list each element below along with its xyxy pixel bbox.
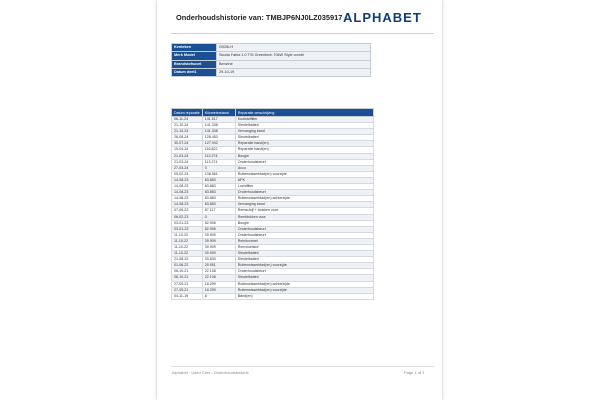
cell-date: 03-01-23 [172, 220, 203, 226]
cell-description: Ruitenwisserblad(en) voorzijde [235, 171, 373, 177]
vehicle-info-value: G025LH [217, 44, 371, 52]
cell-description: Reparatie band(en) [235, 141, 373, 147]
cell-mileage: 83.883 [202, 177, 235, 183]
cell-date: 11-10-22 [172, 232, 203, 238]
footer-text: Alphabet · Used Cars - Onderhoudshistorie [172, 370, 249, 375]
cell-date: 06-11-24 [172, 117, 203, 123]
cell-date: 30-07-24 [172, 141, 203, 147]
cell-mileage: 83.883 [202, 196, 235, 202]
cell-description: Luchtfilter [235, 184, 373, 190]
cell-description: Onderhoudsbeurt [235, 159, 373, 165]
cell-description: Reinitvormel [235, 238, 373, 244]
cell-description: Onderhoudsbeurt [235, 190, 373, 196]
cell-mileage: 83.883 [202, 190, 235, 196]
vehicle-info-value: 29-10-19 [217, 68, 371, 76]
cell-date: 06-10-21 [172, 275, 203, 281]
cell-description: Ruitenwisserblad(en) voorzijde [235, 287, 373, 293]
cell-date: 06-02-23 [172, 214, 203, 220]
cell-description: Onderhoudsbeurt [235, 269, 373, 275]
cell-date: 21-03-24 [172, 159, 203, 165]
table-row [172, 293, 374, 299]
cell-description: Bougie [235, 153, 373, 159]
cell-mileage: 113.274 [202, 159, 235, 165]
cell-mileage: 0 [202, 165, 235, 171]
cell-description: Sleutelbatteri [235, 135, 373, 141]
cell-mileage: 18.299 [202, 287, 235, 293]
vehicle-info-label: Merk Model [172, 52, 217, 60]
cell-description: Sleutelbatteri [235, 257, 373, 263]
cell-description: Sleutelbatteri [235, 123, 373, 129]
cell-description: Onderhoudsbeurt [235, 232, 373, 238]
cell-mileage: 8 [202, 293, 235, 299]
maintenance-history-table [171, 108, 374, 300]
cell-description: Ruitenwisserblad(en) voorzijde [235, 263, 373, 269]
cell-date: 04-11-19 [172, 293, 203, 299]
cell-description: APK [235, 177, 373, 183]
cell-description: Reparatie band(en) [235, 147, 373, 153]
cell-date: 27-03-24 [172, 165, 203, 171]
cell-date: 11-10-22 [172, 244, 203, 250]
page-number: Page 1 of 1 [404, 370, 425, 375]
cell-description: Ruitenwisserblad(en) achterzijde [235, 196, 373, 202]
cell-mileage: 33.830 [202, 257, 235, 263]
cell-mileage: 127.942 [202, 141, 235, 147]
vehicle-info-value: Benzine [217, 60, 371, 68]
cell-date: 21-08-22 [172, 257, 203, 263]
cell-description: Ruitenwisserblad(en) achterzijde [235, 281, 373, 287]
alphabet-logo: ALPHABET [343, 10, 422, 25]
cell-mileage: 116.822 [202, 147, 235, 153]
column-header-mileage: Kilometerstand [202, 109, 235, 117]
cell-mileage: 141.517 [202, 117, 235, 123]
cell-mileage: 141.338 [202, 129, 235, 135]
cell-description: Vervanging band [235, 202, 373, 208]
cell-description: Band(en) [235, 293, 373, 299]
cell-description: Bougie [235, 220, 373, 226]
cell-mileage: 39.909 [202, 232, 235, 238]
cell-mileage: 83.883 [202, 202, 235, 208]
vehicle-info-row [172, 44, 371, 52]
cell-date: 14-08-23 [172, 184, 203, 190]
cell-date: 07-06-23 [172, 208, 203, 214]
cell-description: Remblokken voor [235, 214, 373, 220]
column-header-description: Reparatie omschrijving [235, 109, 373, 117]
cell-date: 21-03-24 [172, 153, 203, 159]
cell-mileage: 141.338 [202, 123, 235, 129]
cell-description: Accu [235, 165, 373, 171]
cell-mileage: 18.299 [202, 281, 235, 287]
cell-date: 15-04-24 [172, 147, 203, 153]
cell-description: Sleutelbatteri [235, 251, 373, 257]
footer-divider [171, 366, 434, 367]
vehicle-info-label: Datum deel1 [172, 68, 217, 76]
cell-date: 14-08-23 [172, 202, 203, 208]
cell-date: 06-10-21 [172, 269, 203, 275]
cell-mileage: 22.108 [202, 275, 235, 281]
header-divider [171, 33, 434, 34]
cell-date: 27-05-21 [172, 281, 203, 287]
cell-date: 03-01-23 [172, 226, 203, 232]
cell-description: Koolstoffilter [235, 117, 373, 123]
cell-date: 14-08-23 [172, 190, 203, 196]
cell-mileage: 22.108 [202, 269, 235, 275]
cell-description: Onderhoudsbeurt [235, 226, 373, 232]
cell-mileage: 39.909 [202, 244, 235, 250]
vehicle-info-value: Skoda Fabia 1.0 TSI Greentech 70kW Style combi [217, 52, 371, 60]
vehicle-info-row [172, 60, 371, 68]
cell-mileage: 83.883 [202, 184, 235, 190]
vehicle-info-table [171, 43, 371, 77]
document-title: Onderhoudshistorie van: TMBJP6NJ0LZ035917 [176, 13, 343, 22]
cell-date: 01-06-22 [172, 263, 203, 269]
cell-mileage: 39.909 [202, 251, 235, 257]
cell-mileage: 29.951 [202, 263, 235, 269]
cell-description: Sleutelbatteri [235, 275, 373, 281]
cell-date: 14-08-23 [172, 196, 203, 202]
cell-date: 09-02-24 [172, 171, 203, 177]
cell-mileage: 128.453 [202, 135, 235, 141]
vehicle-info-row [172, 52, 371, 60]
vehicle-info-label: Brandstofsoort [172, 60, 217, 68]
cell-date: 14-08-23 [172, 177, 203, 183]
cell-date: 26-08-24 [172, 135, 203, 141]
cell-date: 11-10-22 [172, 238, 203, 244]
vehicle-info-label: Kenteken [172, 44, 217, 52]
cell-description: Remvloeistof [235, 244, 373, 250]
cell-date: 27-05-21 [172, 287, 203, 293]
column-header-date: Datum reparatie [172, 109, 203, 117]
cell-mileage: 113.274 [202, 153, 235, 159]
cell-description: Remschijf + blokken voor [235, 208, 373, 214]
vehicle-info-row [172, 68, 371, 76]
cell-mileage: 39.909 [202, 238, 235, 244]
cell-mileage: 52.906 [202, 226, 235, 232]
cell-date: 21-10-24 [172, 129, 203, 135]
cell-mileage: 0 [202, 214, 235, 220]
table-header-row [172, 109, 374, 117]
cell-date: 21-10-24 [172, 123, 203, 129]
cell-date: 11-10-22 [172, 251, 203, 257]
cell-mileage: 108.561 [202, 171, 235, 177]
cell-description: Vervanging band [235, 129, 373, 135]
cell-mileage: 52.906 [202, 220, 235, 226]
cell-mileage: 67.117 [202, 208, 235, 214]
